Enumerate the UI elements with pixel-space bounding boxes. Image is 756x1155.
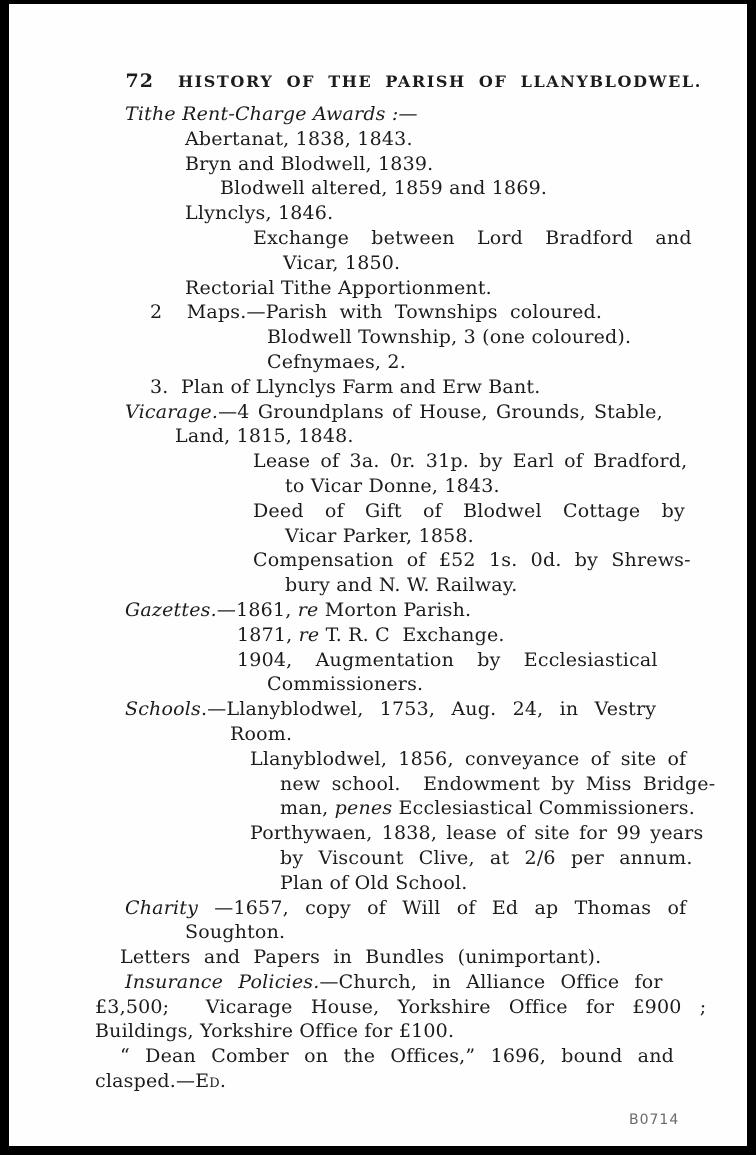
text-segment: 2 Maps.—Parish with Townships coloured.	[150, 301, 603, 324]
text-segment: Bryn and Blodwell, 1839.	[185, 152, 434, 175]
text-segment: Cefnymaes, 2.	[267, 350, 406, 373]
text-line	[95, 623, 700, 648]
text-block	[95, 102, 716, 1094]
text-segment: Porthywaen, 1838, lease of site for 99 years	[250, 822, 704, 845]
text-segment: Vicar, 1850.	[283, 251, 401, 274]
text-line	[95, 524, 700, 549]
text-segment: Llynclys, 1846.	[185, 202, 334, 225]
text-line	[95, 350, 700, 375]
text-line	[95, 1019, 700, 1044]
text-line	[95, 400, 700, 425]
text-segment: “ Dean Comber on the Offices,” 1696, bound and	[120, 1045, 675, 1068]
text-segment: Deed of Gift of Blodwel Cottage by	[253, 499, 685, 522]
text-segment: —4 Groundplans of House, Grounds, Stable,	[218, 400, 663, 423]
text-segment: Blodwell altered, 1859 and 1869.	[220, 177, 548, 200]
text-line	[95, 970, 700, 995]
text-line	[95, 697, 700, 722]
italic-text-segment: re	[297, 598, 319, 621]
text-segment: Compensation of £52 1s. 0d. by Shrews-	[253, 549, 691, 572]
text-segment: by Viscount Clive, at 2/6 per annum.	[280, 846, 693, 869]
text-segment: 1904, Augmentation by Ecclesiastical	[237, 648, 658, 671]
text-line	[95, 846, 700, 871]
scan-code: B0714	[629, 1112, 680, 1128]
text-line	[95, 127, 700, 152]
text-line	[95, 424, 700, 449]
text-segment: —1861,	[216, 598, 298, 621]
italic-text-segment: Charity	[125, 896, 215, 919]
text-line	[95, 102, 700, 127]
text-segment: Vicar Parker, 1858.	[285, 524, 474, 547]
text-segment: Buildings, Yorkshire Office for £100.	[95, 1020, 455, 1043]
text-line	[95, 796, 700, 821]
text-line	[95, 499, 700, 524]
text-line	[95, 871, 700, 896]
text-segment: Morton Parish.	[318, 598, 472, 621]
text-line	[95, 152, 700, 177]
text-segment: new school. Endowment by Miss Bridge-	[280, 772, 716, 795]
text-segment: Lease of 3a. 0r. 31p. by Earl of Bradford,	[253, 450, 688, 473]
text-segment: Abertanat, 1838, 1843.	[185, 127, 413, 150]
page-title: HISTORY OF THE PARISH OF LLANYBLODWEL.	[177, 72, 702, 91]
text-line	[95, 548, 700, 573]
text-line	[95, 945, 700, 970]
text-line	[95, 995, 707, 1020]
text-segment: man,	[280, 797, 335, 820]
text-line	[95, 648, 700, 673]
text-line	[95, 772, 716, 797]
text-line	[95, 747, 700, 772]
text-line	[95, 449, 700, 474]
text-segment: Plan of Old School.	[280, 871, 468, 894]
text-segment: 1871,	[237, 623, 299, 646]
italic-text-segment: penes	[334, 797, 393, 820]
text-segment: Llanyblodwel, 1856, conveyance of site of	[250, 747, 687, 770]
text-segment: to Vicar Donne, 1843.	[285, 474, 500, 497]
text-segment: Ed.	[195, 1070, 227, 1093]
text-segment: bury and N. W. Railway.	[285, 574, 518, 597]
text-line	[95, 276, 700, 301]
text-segment: Soughton.	[185, 921, 286, 944]
text-segment: .—Llanyblodwel, 1753, Aug. 24, in Vestry	[201, 698, 657, 721]
text-segment: Commissioners.	[267, 673, 424, 696]
text-line	[95, 672, 700, 697]
text-segment: —1657, copy of Will of Ed ap Thomas of	[214, 896, 687, 919]
text-segment: £3,500; Vicarage House, Yorkshire Office for £900 ;	[95, 995, 707, 1018]
text-segment: Room.	[230, 722, 293, 745]
text-segment: T. R. C Exchange.	[319, 623, 505, 646]
text-segment: clasped.—	[95, 1070, 196, 1093]
italic-text-segment: re	[298, 623, 320, 646]
text-line	[95, 176, 700, 201]
text-line	[95, 896, 700, 921]
text-line	[95, 201, 700, 226]
text-segment: 3. Plan of Llynclys Farm and Erw Bant.	[150, 375, 541, 398]
text-line	[95, 821, 704, 846]
text-line	[95, 325, 700, 350]
text-line	[95, 573, 700, 598]
text-segment: Ecclesiastical Commissioners.	[392, 797, 695, 820]
text-segment: Rectorial Tithe Apportionment.	[185, 276, 492, 299]
italic-text-segment: Schools	[125, 698, 201, 721]
text-segment: Blodwell Township, 3 (one coloured).	[267, 326, 632, 349]
text-segment: —Church, in Alliance Office for	[319, 970, 663, 993]
text-line	[95, 300, 700, 325]
italic-text-segment: Insurance Policies.	[125, 970, 320, 993]
text-line	[95, 474, 700, 499]
text-line	[95, 598, 700, 623]
text-segment: Letters and Papers in Bundles (unimportant).	[120, 946, 602, 969]
text-segment: Exchange between Lord Bradford and	[253, 226, 692, 249]
text-segment: Land, 1815, 1848.	[175, 425, 354, 448]
text-line	[95, 1069, 700, 1094]
italic-text-segment: Gazettes.	[125, 598, 217, 621]
text-line	[95, 1044, 700, 1069]
italic-text-segment: Vicarage.	[125, 400, 219, 423]
text-line	[95, 251, 700, 276]
text-line	[95, 722, 700, 747]
book-page	[9, 4, 747, 1146]
text-line	[95, 920, 700, 945]
text-line	[95, 375, 700, 400]
text-line	[95, 226, 700, 251]
italic-text-segment: Tithe Rent-Charge Awards :—	[125, 103, 418, 125]
page-number: 72	[125, 70, 154, 92]
